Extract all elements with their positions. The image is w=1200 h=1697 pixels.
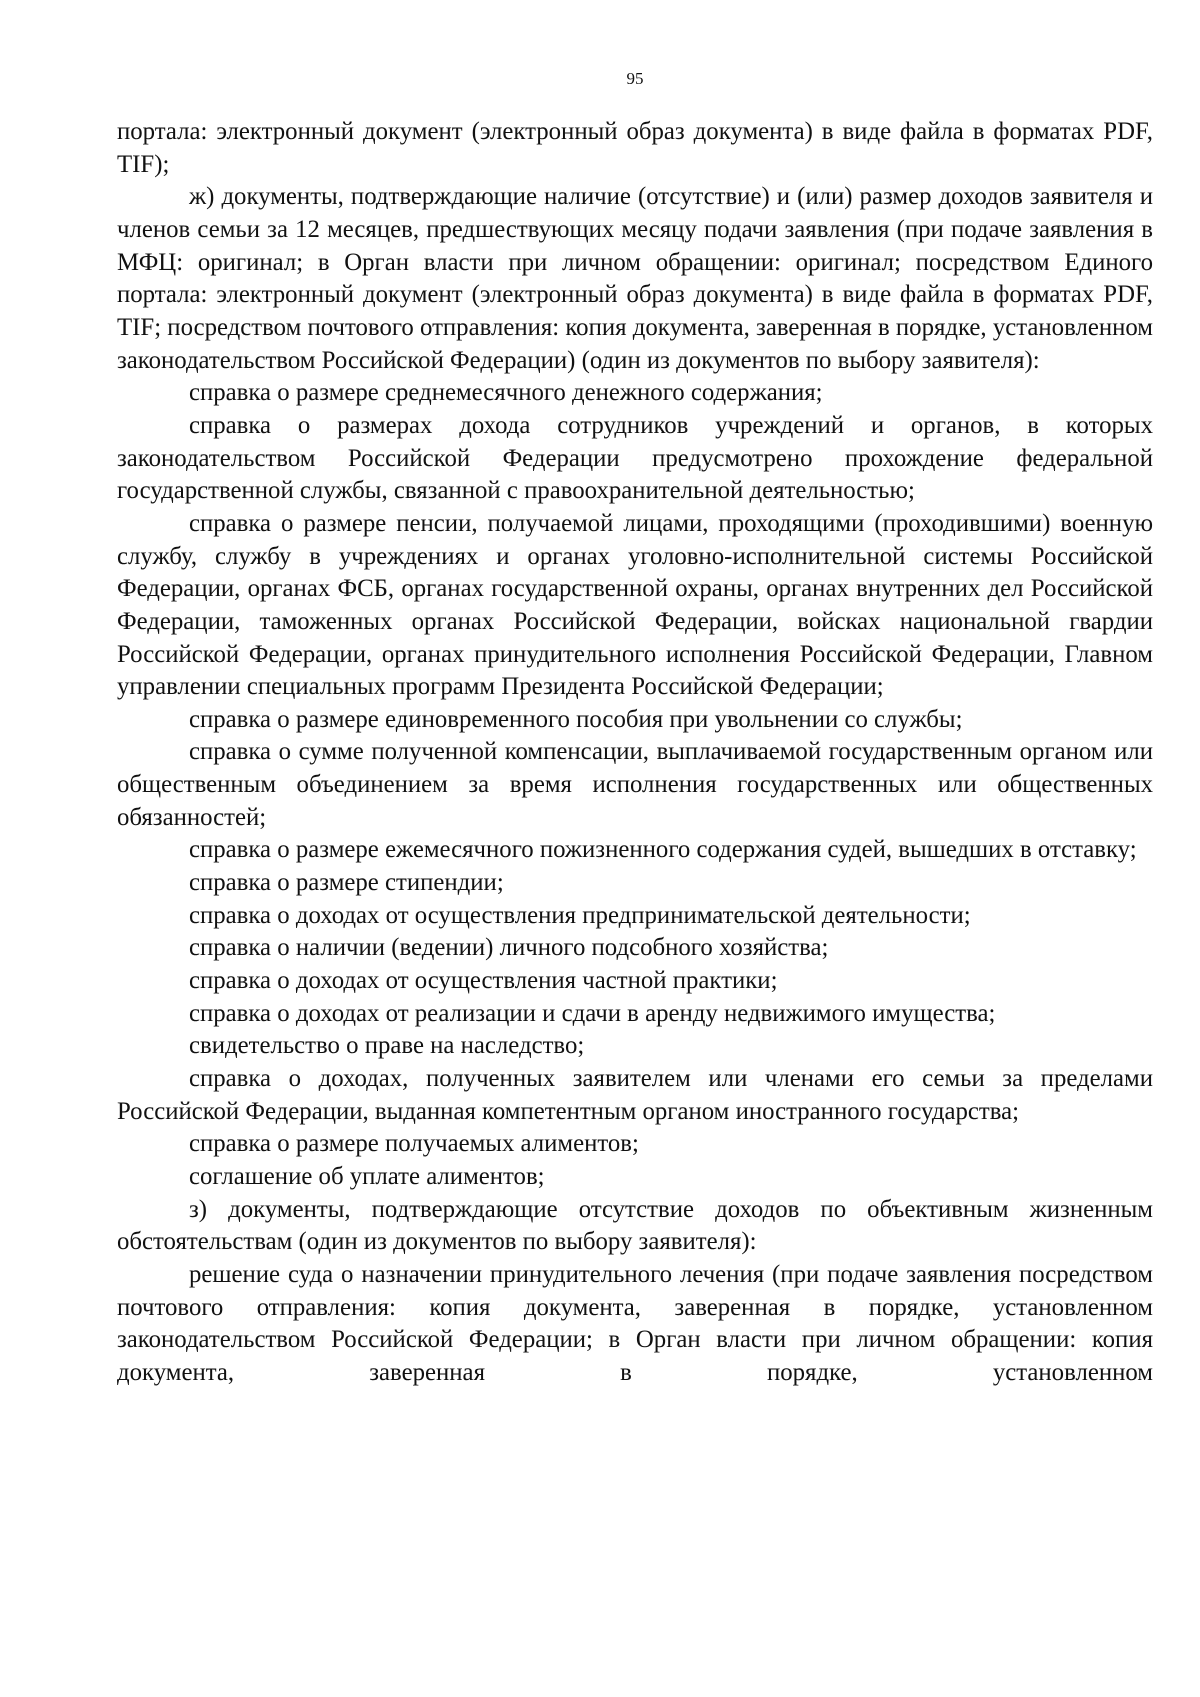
paragraph: ж) документы, подтверждающие наличие (отсутствие) и (или) размер доходов заявителя и членов семьи за 12 месяцев, предшествующих месяцу подачи заявления (при подаче заявления в МФЦ: оригинал; в Орган власти при личном обращении: оригинал; посредством Единого портала: электронный документ (электронный образ документа) в виде файла в форматах PDF, TIF; посредством почтового отправления: копия документа, заверенная в порядке, установленном законодательством Российской Федерации) (один из документов по выбору заявителя): <box>117 183 1153 374</box>
paragraph: портала: электронный документ (электронный образ документа) в виде файла в форматах PDF, TIF); <box>117 118 1153 178</box>
paragraph: справка о размере получаемых алиментов; <box>189 1130 639 1158</box>
paragraph: з) документы, подтверждающие отсутствие доходов по объективным жизненным обстоятельствам (один из документов по выбору заявителя): <box>117 1195 1153 1256</box>
document-body <box>117 116 1153 1390</box>
paragraph: справка о сумме полученной компенсации, выплачиваемой государственным органом или общественным объединением за время исполнения государственных или общественных обязанностей; <box>117 738 1153 831</box>
paragraph: справка о доходах от реализации и сдачи в аренду недвижимого имущества; <box>189 999 996 1027</box>
paragraph: справка о размере единовременного пособия при увольнении со службы; <box>189 705 963 733</box>
paragraph: справка о размерах дохода сотрудников учреждений и органов, в которых законодательством Российской Федерации предусмотрено прохождение федеральной государственной службы, связанной с правоохранительной деятельностью; <box>117 411 1153 505</box>
paragraph: справка о доходах от осуществления предпринимательской деятельности; <box>189 901 971 929</box>
paragraph: справка о размере стипендии; <box>189 869 504 897</box>
paragraph: справка о размере ежемесячного пожизненного содержания судей, вышедших в отставку; <box>189 836 1137 864</box>
paragraph: справка о размере пенсии, получаемой лицами, проходящими (проходившими) военную службу, службу в учреждениях и органах уголовно-исполнительной системы Российской Федерации, органах ФСБ, органах государственной охраны, органах внутренних дел Российской Федерации, таможенных органах Российской Федерации, войсках национальной гвардии Российской Федерации, органах принудительного исполнения Российской Федерации, Главном управлении специальных программ Президента Российской Федерации; <box>117 509 1153 701</box>
paragraph: справка о наличии (ведении) личного подсобного хозяйства; <box>189 934 829 962</box>
paragraph: соглашение об уплате алиментов; <box>189 1163 545 1190</box>
paragraph: справка о доходах, полученных заявителем или членами его семьи за пределами Российской Федерации, выданная компетентным органом иностранного государства; <box>117 1065 1153 1125</box>
paragraph: справка о доходах от осуществления частной практики; <box>189 967 778 995</box>
paragraph: свидетельство о праве на наследство; <box>189 1032 585 1060</box>
paragraph: решение суда о назначении принудительного лечения (при подаче заявления посредством почтового отправления: копия документа, заверенная в порядке, установленном законодательством Российской Федерации; в Орган власти при личном обращении: копия документа, заверенная в порядке, установленном <box>117 1260 1153 1386</box>
paragraph: справка о размере среднемесячного денежного содержания; <box>189 379 823 407</box>
page-number: 95 <box>626 69 644 88</box>
document-page <box>117 0 1153 1697</box>
